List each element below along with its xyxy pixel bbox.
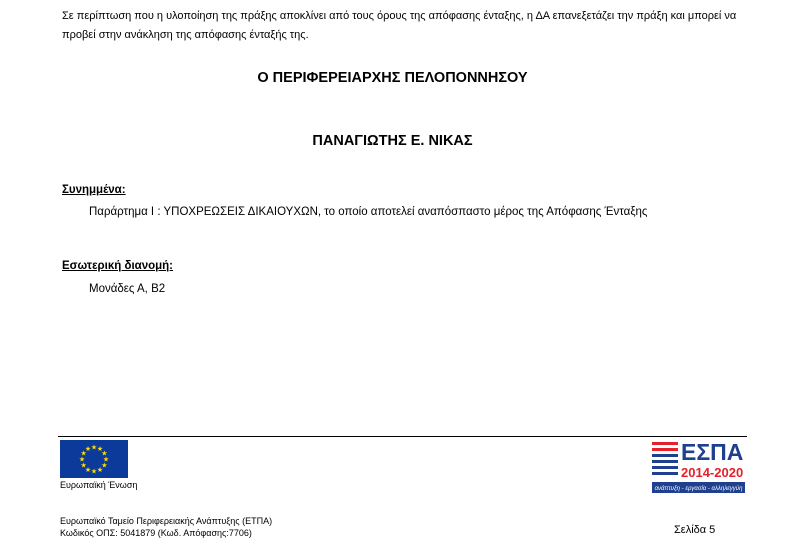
- espa-years: 2014-2020: [681, 465, 744, 480]
- eu-star-icon: ★: [80, 449, 87, 458]
- eu-stars-icon: [60, 440, 128, 478]
- eu-flag-logo: [60, 440, 128, 478]
- greek-flag-stripes-icon: [652, 442, 678, 475]
- eu-star-icon: ★: [80, 461, 87, 470]
- eu-star-icon: ★: [84, 465, 92, 474]
- signatory-title: Ο ΠΕΡΙΦΕΡΕΙΑΡΧΗΣ ΠΕΛΟΠΟΝΝΗΣΟΥ: [257, 70, 528, 86]
- eu-star-icon: ★: [96, 465, 104, 474]
- attachments-label: Συνημμένα:: [62, 184, 126, 196]
- espa-logo: [650, 438, 747, 496]
- footer-code-line: Κωδικός ΟΠΣ: 5041879 (Κωδ. Απόφασης:7706): [60, 528, 252, 538]
- eu-star-icon: ★: [78, 455, 86, 464]
- internal-distribution-text: Μονάδες Α, Β2: [89, 283, 166, 295]
- espa-tagline: ανάπτυξη - εργασία - αλληλεγγύη: [654, 486, 743, 492]
- eu-caption: Ευρωπαϊκή Ένωση: [60, 480, 138, 490]
- internal-distribution-label: Εσωτερική διανομή:: [62, 260, 174, 272]
- signatory-name: ΠΑΝΑΓΙΩΤΗΣ Ε. ΝΙΚΑΣ: [312, 133, 473, 149]
- eu-star-icon: ★: [84, 445, 92, 454]
- eu-star-icon: ★: [102, 455, 110, 464]
- eu-star-icon: ★: [101, 449, 108, 458]
- espa-wordmark: ΕΣΠΑ: [681, 439, 744, 465]
- footer-divider: [58, 436, 747, 437]
- attachments-text: Παράρτημα Ι : ΥΠΟΧΡΕΩΣΕΙΣ ΔΙΚΑΙΟΥΧΩΝ, το οποίο αποτελεί αναπόσπαστο μέρος της Απόφασης Ένταξης: [89, 206, 648, 218]
- eu-star-icon: ★: [101, 461, 108, 470]
- footer-fund-line: Ευρωπαϊκό Ταμείο Περιφερειακής Ανάπτυξης (ΕΤΠΑ): [60, 516, 273, 526]
- eu-star-icon: ★: [90, 467, 98, 476]
- eu-star-icon: ★: [96, 445, 104, 454]
- eu-star-icon: ★: [90, 443, 98, 452]
- page-number: Σελίδα 5: [674, 524, 716, 536]
- intro-paragraph: Σε περίπτωση που η υλοποίηση της πράξης αποκλίνει από τους όρους της απόφασης ένταξης, η ΔΑ επανεξετάζει την πράξη και μπορεί να προβεί στην ανάκληση της απόφασης ένταξής της.: [62, 10, 737, 41]
